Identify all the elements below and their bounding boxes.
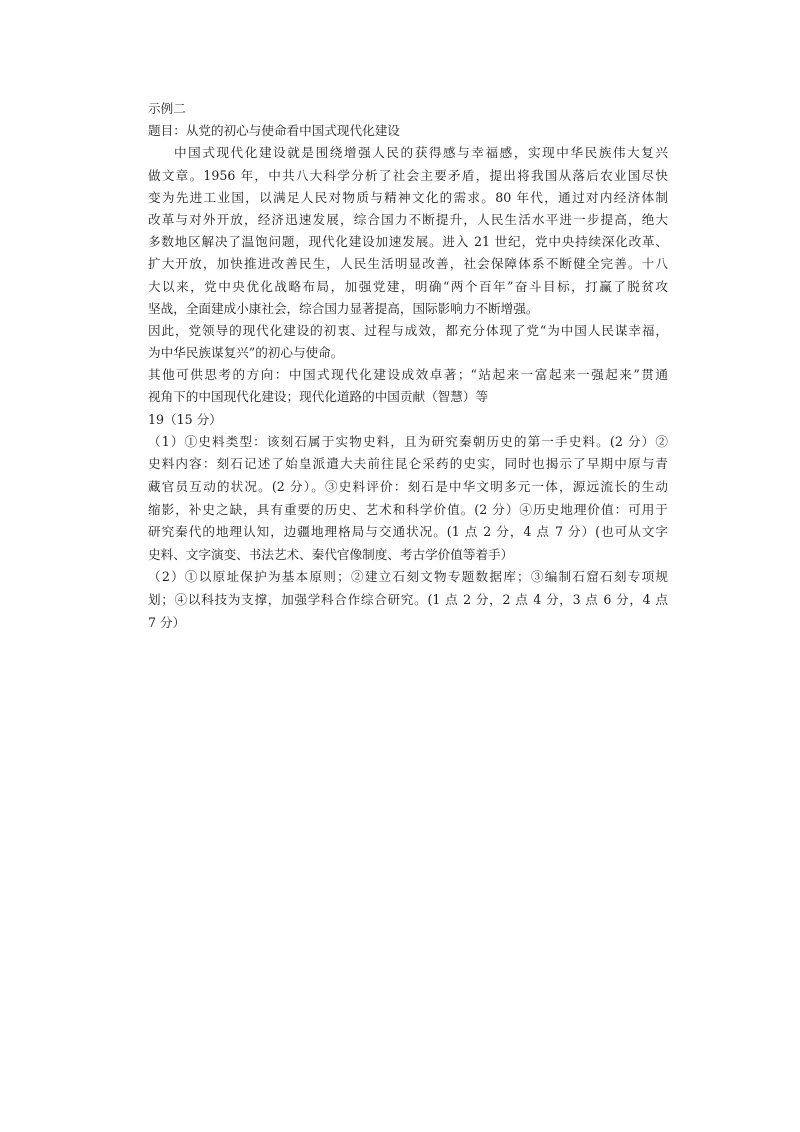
essay-line: 多数地区解决了温饱问题，现代化建设加速发展。进入 21 世纪，党中央持续深化改革、 <box>148 234 668 250</box>
other-directions-line: 其他可供思考的方向：中国式现代化建设成效卓著；“站起来一富起来一强起来”贯通 <box>148 367 668 383</box>
essay-line: 扩大开放，加快推进改善民生，人民生活明显改善，社会保障体系不断健全完善。十八 <box>148 256 668 272</box>
essay-line: 坚战，全面建成小康社会，综合国力显著提高，国际影响力不断增强。 <box>148 300 539 316</box>
answer-line: 史料、文字演变、书法艺术、秦代官像制度、考古学价值等着手） <box>148 546 514 562</box>
answer-line: 史料内容：刻石记述了始皇派遣大夫前往昆仑采药的史实，同时也揭示了早期中原与青 <box>148 456 668 472</box>
essay-body <box>148 142 668 320</box>
other-directions-line: 视角下的中国现代化建设；现代化道路的中国贡献（智慧）等 <box>148 389 489 405</box>
essay-line: 大以来，党中央优化战略布局，加强党建，明确“两个百年”奋斗目标，打赢了脱贫攻 <box>148 278 668 294</box>
answer-line: 研究秦代的地理认知，边疆地理格局与交通状况。(1 点 2 分，4 点 7 分）(也可从文字 <box>148 524 668 540</box>
conclusion-line: 因此，党领导的现代化建设的初衷、过程与成效，都充分体现了党“为中国人民谋幸福， <box>148 322 668 338</box>
essay-topic: 题目：从党的初心与使命看中国式现代化建设 <box>148 123 400 139</box>
essay-line: 改革与对外开放，经济迅速发展，综合国力不断提升，人民生活水平进一步提高，绝大 <box>148 211 668 227</box>
other-directions <box>148 364 668 408</box>
answer-document <box>148 98 668 634</box>
conclusion-line: 为中华民族谋复兴”的初心与使命。 <box>148 345 344 361</box>
example-heading: 示例二 <box>148 101 186 116</box>
question-19-header: 19（15 分） <box>148 411 222 427</box>
essay-line: 做文章。1956 年，中共八大科学分析了社会主要矛盾，提出将我国从落后农业国尽快 <box>148 167 668 183</box>
essay-conclusion <box>148 320 668 364</box>
answer-line: 藏官员互动的状况。(2 分）。③史料评价：刻石是中华文明多元一体，源远流长的生动 <box>148 479 668 494</box>
answer-line: （2）①以原址保护为基本原则；②建立石刻文物专题数据库；③编制石窟石刻专项规 <box>148 569 668 585</box>
answer-part-2 <box>148 566 668 634</box>
answer-line: （1）①史料类型：该刻石属于实物史料，且为研究秦朝历史的第一手史料。(2 分）② <box>148 433 668 449</box>
answer-part-1 <box>148 431 668 567</box>
answer-line: 划；④以科技为支撑，加强学科合作综合研究。(1 点 2 分，2 点 4 分，3 点 6 分，4 点 <box>148 591 668 607</box>
answer-line: 7 分） <box>148 614 186 630</box>
essay-line: 变为先进工业国，以满足人民对物质与精神文化的需求。80 年代，通过对内经济体制 <box>148 189 668 205</box>
answer-line: 缩影，补史之缺，具有重要的历史、艺术和科学价值。(2 分）④历史地理价值：可用于 <box>148 501 668 517</box>
essay-line: 中国式现代化建设就是围绕增强人民的获得感与幸福感，实现中华民族伟大复兴 <box>174 145 668 161</box>
